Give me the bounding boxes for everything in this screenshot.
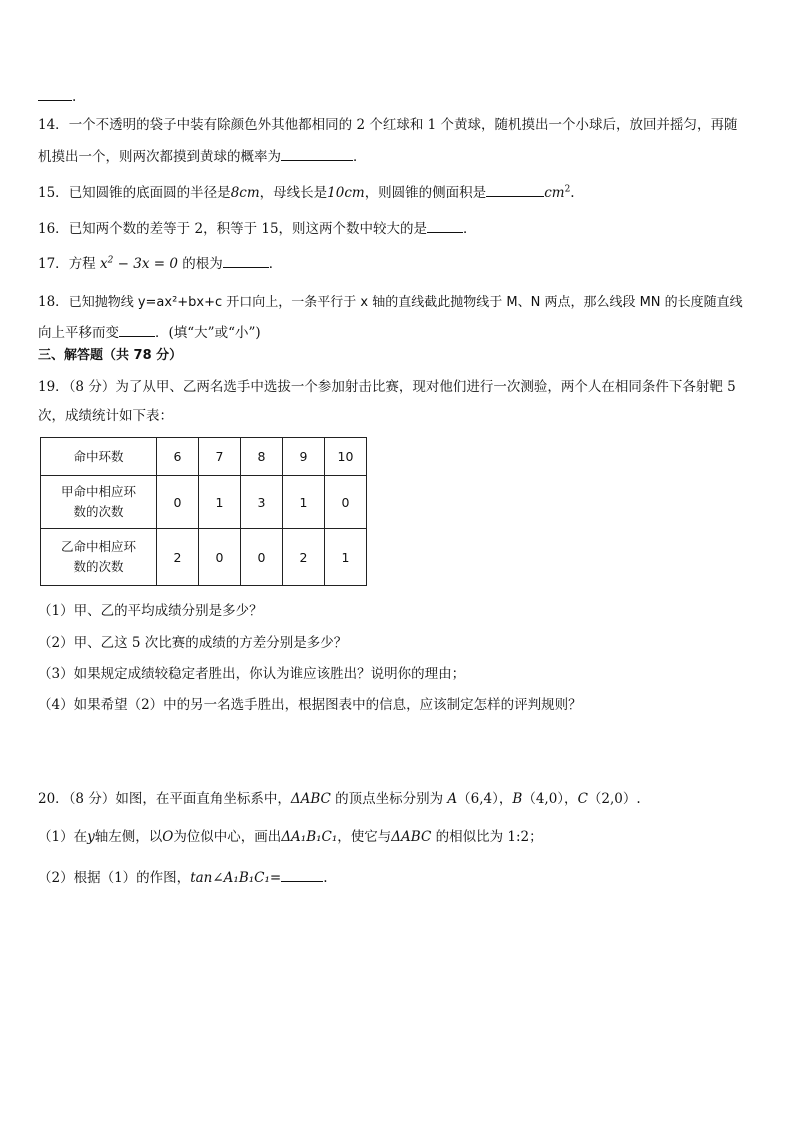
ring-cell: 9 [283,438,325,476]
answer-blank-15[interactable] [486,182,544,197]
question-15: 15．已知圆锥的底面圆的半径是8cm，母线长是10cm，则圆锥的侧面积是 $cm^2$. [38,182,575,203]
score-table [40,437,367,586]
question-19-sub-1: （1）甲、乙的平均成绩分别是多少？ [38,603,263,619]
answer-blank-17[interactable] [223,253,269,268]
question-19-line-2: 次，成绩统计如下表： [38,408,173,424]
answer-blank-18[interactable] [119,322,155,337]
question-19-sub-4: （4）如果希望（2）中的另一名选手胜出，根据图表中的信息，应该制定怎样的评判规则？ [38,697,582,713]
question-number: 17． [38,256,69,272]
question-14-line-2: 机摸出一个，则两次都摸到黄球的概率为 ． [38,146,367,167]
question-16: 16．已知两个数的差等于 2，积等于 15，则这两个数中较大的是 ． [38,218,477,239]
table-cell: 0 [157,476,199,529]
question-14-line-1: 14．一个不透明的袋子中装有除颜色外其他都相同的 2 个红球和 1 个黄球，随机摸出一个小球后，放回并摇匀，再随 [38,117,738,133]
ring-cell: 10 [325,438,367,476]
table-cell: 3 [241,476,283,529]
question-19-sub-3: （3）如果规定成绩较稳定者胜出，你认为谁应该胜出？说明你的理由； [38,666,466,682]
answer-blank[interactable] [38,86,72,101]
answer-blank-14[interactable] [281,146,353,161]
table-cell: 1 [199,476,241,529]
question-number: 18． [38,294,69,310]
question-number: 20． [38,791,69,807]
table-cell: 0 [199,529,241,586]
question-number: 14． [38,117,69,133]
question-20-sub-2: （2）根据（1）的作图，tan∠A₁B₁C₁= . [38,867,328,888]
row-label-jia: 甲命中相应环 数的次数 [41,476,157,529]
answer-blank-20[interactable] [281,867,323,882]
section-heading: 三、解答题（共 78 分） [38,348,183,363]
question-20-sub-1: （1）在y轴左侧，以O为位似中心，画出ΔA₁B₁C₁，使它与ΔABC 的相似比为 1:2； [38,829,543,845]
question-18-line-1: 18．已知抛物线 y=ax²+bx+c 开口向上，一条平行于 x 轴的直线截此抛物线于 M、N 两点，那么线段 MN 的长度随直线 [38,294,743,310]
question-number: 19． [38,379,69,395]
ring-cell: 7 [199,438,241,476]
question-17: 17．方程 $x^2 - 3x = 0$ 的根为 ． [38,253,282,274]
table-header-row [41,438,367,476]
top-answer-line: . [38,86,76,107]
table-cell: 2 [283,529,325,586]
question-20: 20．（8 分）如图，在平面直角坐标系中，ΔABC 的顶点坐标分别为 A（6,4），B（4,0），C（2,0）. [38,791,641,807]
question-19-sub-2: （2）甲、乙这 5 次比赛的成绩的方差分别是多少？ [38,635,348,651]
equation: $x^2 - 3x = 0$ [99,255,178,272]
question-19-line-1: 19．（8 分）为了从甲、乙两名选手中选拔一个参加射击比赛，现对他们进行一次测验，两个人在相同条件下各射靶 5 [38,379,736,395]
row-label-yi: 乙命中相应环 数的次数 [41,529,157,586]
ring-cell: 8 [241,438,283,476]
question-number: 16． [38,221,69,237]
table-row [41,476,367,529]
table-cell: 0 [241,529,283,586]
table-cell: 1 [283,476,325,529]
table-cell: 2 [157,529,199,586]
table-row [41,529,367,586]
table-cell: 1 [325,529,367,586]
question-18-line-2: 向上平移而变 ．(填“大”或“小”) [38,322,261,343]
table-header-cell: 命中环数 [41,438,157,476]
ring-cell: 6 [157,438,199,476]
question-number: 15． [38,185,69,201]
answer-blank-16[interactable] [427,218,463,233]
table-cell: 0 [325,476,367,529]
